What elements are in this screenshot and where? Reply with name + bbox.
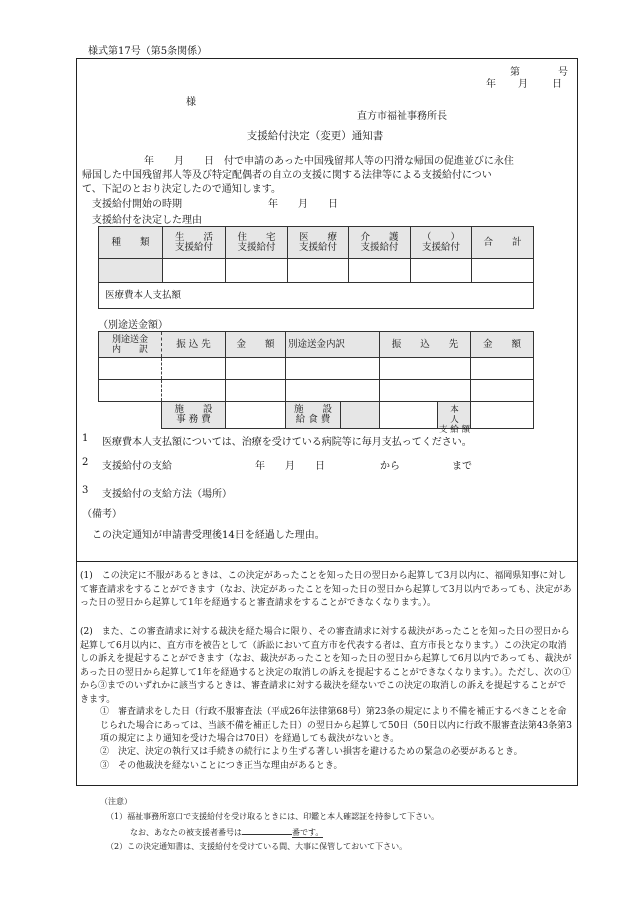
blank-cell xyxy=(380,380,471,402)
reason-label: 支援給付を決定した理由 xyxy=(92,215,202,226)
notice-paragraph-2: (2) また、この審査請求に対する裁決を経た場合に限り、その審査請求に対する裁決があったことを知った日の翌日から起算して6月以内に、直方市を被告として（訴訟において直方市を代表する者は、直方市長となります。）この決定の取消しの訴えを提起することができます（なお、裁決があったことを知った日の翌日から起算して6月以内であっても、裁決があった日の翌日から起算して1年を経過すると決定の取消しの訴えを提起することができなくなります。）。ただし、次の①から③までのいずれかに該当するときは、審査請求に対する裁決を経ないでこの決定の取消しの訴えを提起することができます。 xyxy=(80,627,572,705)
medical-header-a: 医 療 xyxy=(298,231,337,243)
blank-cell xyxy=(471,358,534,380)
item2-from: から xyxy=(380,461,400,472)
living-header-a: 生 活 xyxy=(174,231,213,243)
item2-number: 2 xyxy=(82,457,89,468)
date-day: 日 xyxy=(552,79,562,90)
number-dai: 第 xyxy=(510,67,520,78)
item1-text: 医療費本人支払額については、治療を受けている病院等に毎月支払ってください。 xyxy=(102,437,472,448)
recipient-number-blank xyxy=(242,825,292,835)
blank-cell xyxy=(471,380,534,402)
notice-subitem-2: ② 決定、決定の執行又は手続きの続行により生ずる著しい損害を避けるための緊急の必要があるとき。 xyxy=(100,747,523,757)
separate-remittance-table xyxy=(98,331,534,435)
medical-header-b: 支援給付 xyxy=(298,241,337,253)
start-date: 年 月 日 xyxy=(268,199,338,210)
item3-text: 支援給付の支給方法（場所） xyxy=(102,489,232,500)
other-header-b: 支援給付 xyxy=(421,241,460,253)
facility-admin-label-b: 事 務 費 xyxy=(176,414,211,425)
blank-cell xyxy=(99,402,162,429)
blank-cell xyxy=(99,380,162,402)
blank-cell xyxy=(162,358,226,380)
self-payment-label-b: 支 給 額 xyxy=(439,425,470,435)
blank-cell xyxy=(226,380,286,402)
transfer-dest-header-2: 振 込 先 xyxy=(380,332,471,358)
separate-breakdown-header-b: 内 訳 xyxy=(111,344,148,355)
start-label: 支援給付開始の時期 xyxy=(92,199,182,210)
note-1b-prefix: なお、あなたの被支援者番号は xyxy=(130,828,242,837)
intro-line1: 年 月 日 付で申請のあった中国残留邦人等の円滑な帰国の促進並びに永住 xyxy=(144,156,514,167)
amount-cell xyxy=(472,259,534,283)
note-1: （1）福祉事務所窓口で支援給付を受け取るときには、印鑑と本人確認証を持参して下さい。 xyxy=(106,812,440,821)
blank-cell xyxy=(380,358,471,380)
issuer: 直方市福祉事務所長 xyxy=(357,111,447,122)
amount-cell xyxy=(288,259,349,283)
facility-admin-label-a: 施 設 xyxy=(174,404,213,415)
document-title: 支援給付決定（変更）通知書 xyxy=(246,130,384,142)
care-header-a: 介 護 xyxy=(360,231,399,243)
item1-number: 1 xyxy=(82,433,89,444)
number-go: 号 xyxy=(558,67,568,78)
item3-number: 3 xyxy=(82,485,89,496)
blank-cell xyxy=(162,380,226,402)
separate-breakdown-header-a: 別途送金 xyxy=(111,334,148,345)
note-1b xyxy=(130,825,323,840)
form-number: 様式第17号（第5条関係） xyxy=(88,46,208,57)
notice-paragraph-1: (1) この決定に不服があるときは、この決定があったことを知った日の翌日から起算して3月以内に、福岡県知事に対して審査請求をすることができます（なお、決定があったことを知った日の翌日から起算して3月以内であっても、決定があった日の翌日から起算して1年を経過すると審査請求をすることができなくなります。）。 xyxy=(80,571,572,608)
housing-header-a: 住 宅 xyxy=(237,231,276,243)
blank-cell xyxy=(99,358,162,380)
self-payment-amount xyxy=(471,402,534,429)
self-payment-label-a: 本 人 xyxy=(450,405,476,425)
blank-cell xyxy=(226,358,286,380)
medical-self-pay-row: 医療費本人支払額 xyxy=(99,283,534,309)
note-2: （2）この決定通知書は、支援給付を受けている間、大事に保管しておいて下さい。 xyxy=(106,842,408,851)
amount-cell xyxy=(349,259,411,283)
transfer-dest-header: 振 込 先 xyxy=(162,332,226,358)
amount-cell xyxy=(226,259,288,283)
note-1b-suffix: 番です。 xyxy=(292,828,324,837)
date-year: 年 xyxy=(486,79,496,90)
separate-breakdown-header-2: 別途送金内訳 xyxy=(286,332,380,358)
housing-header-b: 支援給付 xyxy=(237,241,276,253)
amount-cell xyxy=(411,259,472,283)
care-header-b: 支援給付 xyxy=(360,241,399,253)
facility-admin-amount xyxy=(226,402,286,429)
notice-subitem-1: ① 審査請求をした日（行政不服審査法（平成26年法律第68号）第23条の規定により不備を補正するべきことを命じられた場合にあっては、当該不備を補正した日）の翌日から起算して50日（50日以内に行政不服審査法第43条第3項の規定により通知を受けた場合は70日）を経過しても裁決がないとき。 xyxy=(100,707,572,744)
amount-header: 金 額 xyxy=(226,332,286,358)
benefit-table xyxy=(98,226,534,309)
total-header: 合 計 xyxy=(472,227,534,259)
notice-subitem-3: ③ その他裁決を経ないことにつき正当な理由があるとき。 xyxy=(100,761,343,771)
kind-header: 種 類 xyxy=(99,227,163,259)
amount-header-2: 金 額 xyxy=(471,332,534,358)
facility-meal-label-b: 給 食 費 xyxy=(295,414,331,425)
blank-cell xyxy=(286,358,380,380)
intro-line2: 帰国した中国残留邦人等及び特定配偶者の自立の支援に関する法律等による支援給付につい xyxy=(82,170,492,181)
item2-text: 支援給付の支給 xyxy=(102,461,172,472)
note-label: （注意） xyxy=(100,797,132,806)
amount-cell xyxy=(163,259,226,283)
separate-label: （別途送金額） xyxy=(98,320,168,331)
intro-line3: て、下記のとおり決定したので通知します。 xyxy=(82,184,281,195)
facility-meal-label-a: 施 設 xyxy=(293,404,332,415)
addressee-sama: 様 xyxy=(186,97,196,108)
other-header-a: （ ） xyxy=(421,231,460,243)
living-header-b: 支援給付 xyxy=(174,241,213,253)
remarks-label: （備考） xyxy=(82,509,122,520)
kind-cell xyxy=(99,259,163,283)
date-month: 月 xyxy=(518,79,528,90)
item2-to: まで xyxy=(452,461,472,472)
item2-date: 年 月 日 xyxy=(255,461,325,472)
blank-cell xyxy=(286,380,380,402)
remarks-text: この決定通知が申請書受理後14日を経過した理由。 xyxy=(92,530,325,541)
